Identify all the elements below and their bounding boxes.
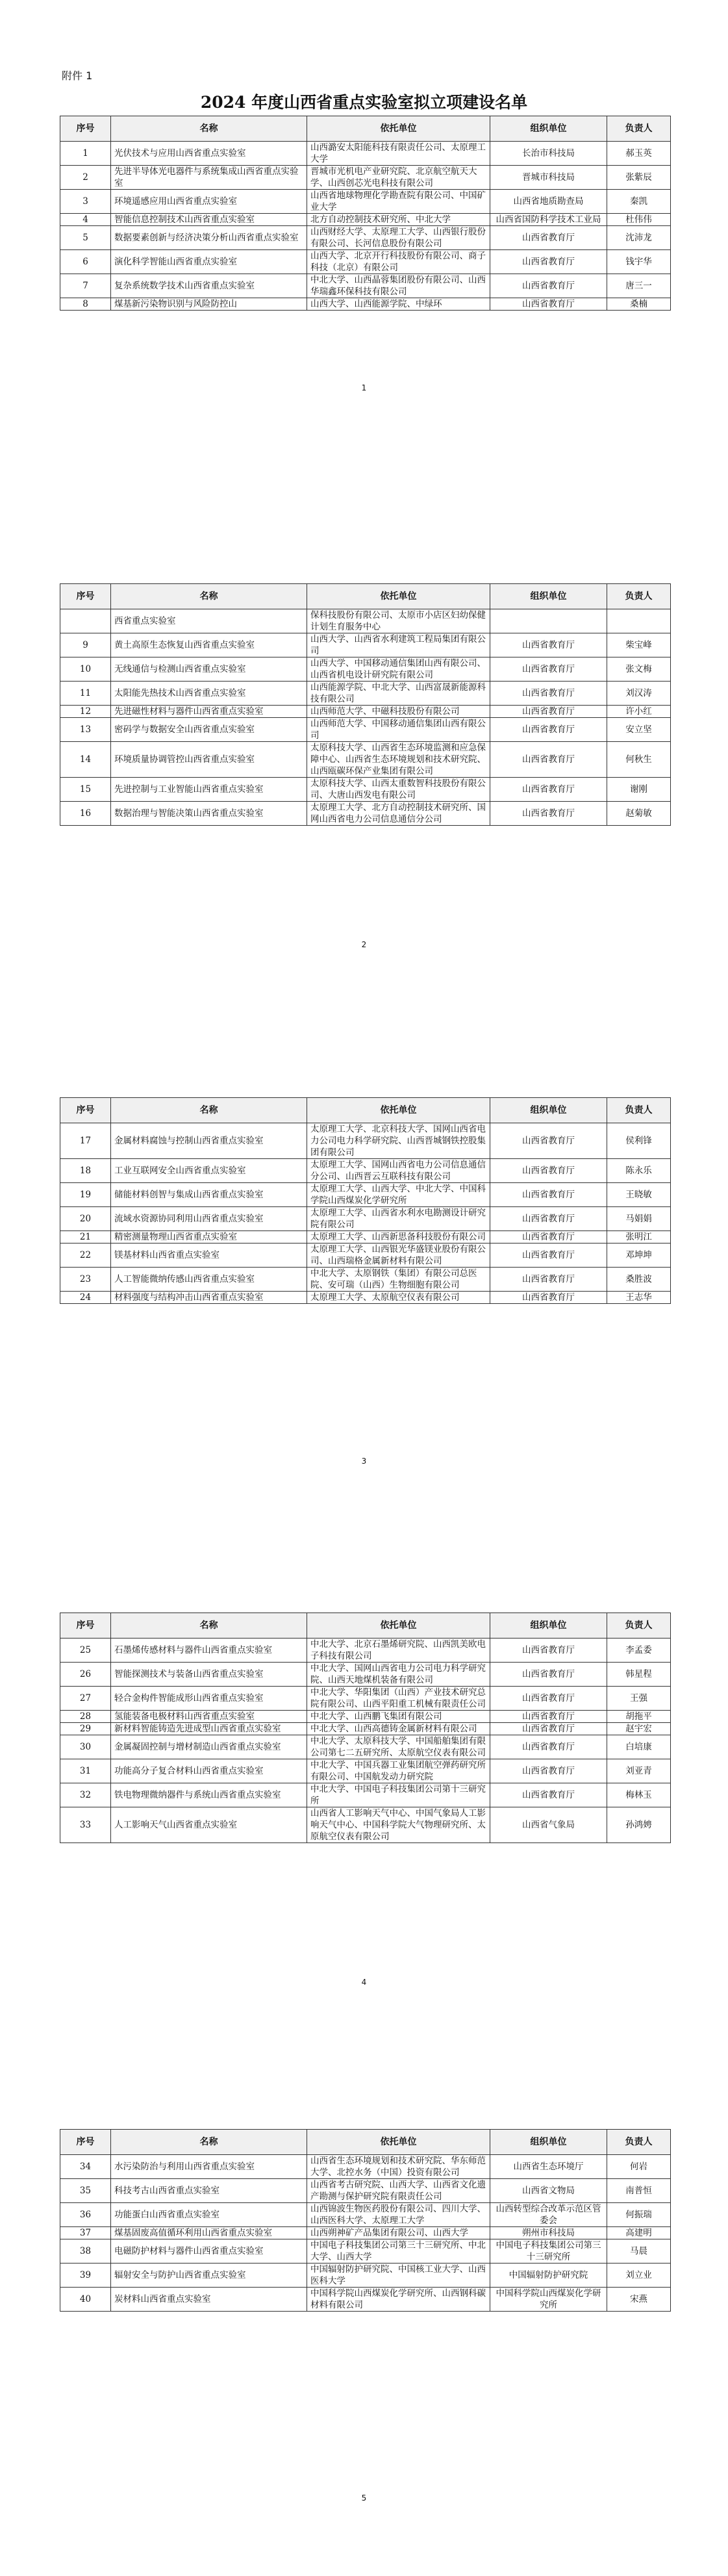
- cell-no: 2: [60, 166, 111, 190]
- cell-org: 山西省教育厅: [490, 250, 607, 274]
- cell-units: 山西大学、中国移动通信集团山西有限公司、山西省机电设计研究院有限公司: [307, 657, 490, 682]
- table-row: [60, 2155, 671, 2179]
- page-number: 4: [361, 1978, 367, 1987]
- project-table: [60, 1097, 671, 1304]
- annex-label: 附件 1: [62, 70, 93, 82]
- cell-person: 白培康: [607, 1735, 671, 1759]
- table-row: [60, 1159, 671, 1183]
- cell-name: 人工影响天气山西省重点实验室: [111, 1807, 307, 1843]
- cell-no: 20: [60, 1207, 111, 1231]
- cell-no: 15: [60, 778, 111, 802]
- cell-no: 14: [60, 742, 111, 778]
- cell-name: 无线通信与检测山西省重点实验室: [111, 657, 307, 682]
- cell-person: 梅林玉: [607, 1783, 671, 1807]
- cell-name: 石墨烯传感材料与器件山西省重点实验室: [111, 1639, 307, 1663]
- cell-units: 山西师范大学、中国移动通信集团山西有限公司: [307, 718, 490, 742]
- cell-name: 氢能装备电极材料山西省重点实验室: [111, 1711, 307, 1723]
- header-row: [60, 1098, 671, 1123]
- cell-units: 晋城市光机电产业研究院、北京航空航天大学、山西创芯光电科技有限公司: [307, 166, 490, 190]
- cell-no: 36: [60, 2203, 111, 2227]
- cell-units: 保科技股份有限公司、太原市小店区妇幼保健计划生育服务中心: [307, 609, 490, 633]
- cell-name: 光伏技术与应用山西省重点实验室: [111, 142, 307, 166]
- project-table: [60, 2129, 671, 2312]
- cell-no: 19: [60, 1183, 111, 1207]
- page-4: [0, 1546, 728, 2061]
- cell-no: 40: [60, 2288, 111, 2312]
- project-table: [60, 116, 671, 311]
- cell-org: 中国辐射防护研究院: [490, 2264, 607, 2288]
- cell-org: 山西省生态环境厅: [490, 2155, 607, 2179]
- cell-name: 先进控制与工业智能山西省重点实验室: [111, 778, 307, 802]
- cell-no: 7: [60, 274, 111, 298]
- table-row: [60, 298, 671, 311]
- cell-no: 22: [60, 1243, 111, 1268]
- cell-units: 山西大学、山西省水利建筑工程局集团有限公司: [307, 633, 490, 657]
- cell-person: 刘亚青: [607, 1759, 671, 1783]
- cell-units: 中国电子科技集团公司第三十三研究所、中北大学、山西大学: [307, 2239, 490, 2264]
- cell-org: 中国电子科技集团公司第三十三研究所: [490, 2239, 607, 2264]
- cell-units: 山西省地球物理化学勘查院有限公司、中国矿业大学: [307, 190, 490, 214]
- header-name: 名称: [111, 1098, 307, 1123]
- header-org: 组织单位: [490, 584, 607, 609]
- cell-org: 山西省教育厅: [490, 1159, 607, 1183]
- cell-person: 唐三一: [607, 274, 671, 298]
- cell-person: 张紫辰: [607, 166, 671, 190]
- table-row: [60, 742, 671, 778]
- cell-units: 山西潞安太阳能科技有限责任公司、太原理工大学: [307, 142, 490, 166]
- header-org: 组织单位: [490, 116, 607, 142]
- table-row: [60, 2227, 671, 2239]
- header-units: 依托单位: [307, 2130, 490, 2155]
- cell-name: 环境遥感应用山西省重点实验室: [111, 190, 307, 214]
- cell-person: 桑胜波: [607, 1268, 671, 1292]
- cell-units: 中北大学、中国兵器工业集团航空弹药研究所有限公司、中国航发动力研究院: [307, 1759, 490, 1783]
- cell-person: 张明江: [607, 1231, 671, 1243]
- cell-name: 科技考古山西省重点实验室: [111, 2179, 307, 2203]
- table-row: [60, 190, 671, 214]
- cell-org: 山西转型综合改革示范区管委会: [490, 2203, 607, 2227]
- document-title: 2024 年度山西省重点实验室拟立项建设名单: [200, 93, 528, 112]
- table-row: [60, 1807, 671, 1843]
- table-row: [60, 1723, 671, 1735]
- cell-no: 9: [60, 633, 111, 657]
- cell-name: 西省重点实验室: [111, 609, 307, 633]
- table-row: [60, 1292, 671, 1304]
- cell-org: 山西省教育厅: [490, 633, 607, 657]
- table-row: [60, 1711, 671, 1723]
- cell-name: 数据要素创新与经济决策分析山西省重点实验室: [111, 226, 307, 250]
- cell-name: 煤基新污染物识别与风险防控山: [111, 298, 307, 311]
- table-row: [60, 1231, 671, 1243]
- cell-org: 山西省教育厅: [490, 706, 607, 718]
- cell-name: 黄土高原生态恢复山西省重点实验室: [111, 633, 307, 657]
- cell-person: 胡拖平: [607, 1711, 671, 1723]
- cell-org: 山西省教育厅: [490, 1292, 607, 1304]
- cell-name: 智能探测技术与装备山西省重点实验室: [111, 1663, 307, 1687]
- cell-person: 秦凯: [607, 190, 671, 214]
- cell-units: 太原理工大学、山西省水利水电勘测设计研究院有限公司: [307, 1207, 490, 1231]
- cell-org: 山西省教育厅: [490, 742, 607, 778]
- page-1: [0, 0, 728, 515]
- table-row: [60, 1759, 671, 1783]
- cell-name: 复杂系统数学技术山西省重点实验室: [111, 274, 307, 298]
- cell-no: 23: [60, 1268, 111, 1292]
- cell-units: 山西省考古研究院、山西大学、山西省文化遗产勘测与保护研究院有限责任公司: [307, 2179, 490, 2203]
- header-row: [60, 116, 671, 142]
- cell-no: 18: [60, 1159, 111, 1183]
- cell-name: 工业互联网安全山西省重点实验室: [111, 1159, 307, 1183]
- cell-person: 陈永乐: [607, 1159, 671, 1183]
- page-number: 1: [361, 383, 367, 392]
- cell-org: 朔州市科技局: [490, 2227, 607, 2239]
- cell-person: 杜伟伟: [607, 214, 671, 226]
- table-row: [60, 1183, 671, 1207]
- table-row: [60, 2203, 671, 2227]
- cell-name: 轻合金构件智能成形山西省重点实验室: [111, 1687, 307, 1711]
- table-row: [60, 802, 671, 826]
- cell-name: 储能材料创智与集成山西省重点实验室: [111, 1183, 307, 1207]
- table-row: [60, 778, 671, 802]
- cell-no: 3: [60, 190, 111, 214]
- cell-person: 赵宇宏: [607, 1723, 671, 1735]
- cell-no: 37: [60, 2227, 111, 2239]
- cell-person: 安立坚: [607, 718, 671, 742]
- cell-org: 山西省国防科学技术工业局: [490, 214, 607, 226]
- cell-no: 12: [60, 706, 111, 718]
- table-row: [60, 657, 671, 682]
- cell-units: 山西省生态环境规划和技术研究院、华东师范大学、北控水务（中国）投资有限公司: [307, 2155, 490, 2179]
- cell-units: 中北大学、太原科技大学、中国船舶集团有限公司第七二五研究所、太原航空仪表有限公司: [307, 1735, 490, 1759]
- cell-person: 何秋生: [607, 742, 671, 778]
- header-no: 序号: [60, 1098, 111, 1123]
- header-units: 依托单位: [307, 1613, 490, 1639]
- cell-name: 太阳能先热技术山西省重点实验室: [111, 682, 307, 706]
- cell-person: 张文梅: [607, 657, 671, 682]
- cell-org: 山西省气象局: [490, 1807, 607, 1843]
- project-table: [60, 583, 671, 826]
- table-row: [60, 1123, 671, 1159]
- cell-name: 功能蛋白山西省重点实验室: [111, 2203, 307, 2227]
- cell-name: 镁基材料山西省重点实验室: [111, 1243, 307, 1268]
- cell-no: 32: [60, 1783, 111, 1807]
- table-row: [60, 214, 671, 226]
- cell-name: 先进磁性材料与器件山西省重点实验室: [111, 706, 307, 718]
- cell-org: 山西省教育厅: [490, 1183, 607, 1207]
- project-table: [60, 1613, 671, 1843]
- cell-org: 山西省教育厅: [490, 718, 607, 742]
- cell-name: 环境质量协调管控山西省重点实验室: [111, 742, 307, 778]
- cell-name: 人工智能微纳传感山西省重点实验室: [111, 1268, 307, 1292]
- cell-person: 马娟娟: [607, 1207, 671, 1231]
- cell-units: 中北大学、华阳集团（山西）产业技术研究总院有限公司、山西平阳重工机械有限责任公司: [307, 1687, 490, 1711]
- cell-no: 25: [60, 1639, 111, 1663]
- cell-person: 沈沛龙: [607, 226, 671, 250]
- cell-units: 山西大学、北京开行科技股份有限公司、商子科技（北京）有限公司: [307, 250, 490, 274]
- cell-no: 4: [60, 214, 111, 226]
- cell-no: 31: [60, 1759, 111, 1783]
- cell-person: 刘立业: [607, 2264, 671, 2288]
- table-row: [60, 226, 671, 250]
- header-person: 负责人: [607, 2130, 671, 2155]
- table-row: [60, 2288, 671, 2312]
- cell-org: 山西省教育厅: [490, 1231, 607, 1243]
- cell-person: 邓坤坤: [607, 1243, 671, 1268]
- cell-units: 山西锦波生物医药股份有限公司、四川大学、山西医科大学、太原理工大学: [307, 2203, 490, 2227]
- cell-units: 山西能源学院、中北大学、山西富晟新能源科技有限公司: [307, 682, 490, 706]
- cell-no: 6: [60, 250, 111, 274]
- table-row: [60, 1207, 671, 1231]
- cell-org: 山西省教育厅: [490, 1783, 607, 1807]
- table-row: [60, 274, 671, 298]
- cell-units: 山西大学、山西能源学院、中绿环: [307, 298, 490, 311]
- cell-person: 何振瑞: [607, 2203, 671, 2227]
- cell-no: 10: [60, 657, 111, 682]
- cell-person: 宋燕: [607, 2288, 671, 2312]
- header-row: [60, 1613, 671, 1639]
- cell-person: 柴宝峰: [607, 633, 671, 657]
- cell-name: 功能高分子复合材料山西省重点实验室: [111, 1759, 307, 1783]
- cell-no: 39: [60, 2264, 111, 2288]
- header-no: 序号: [60, 116, 111, 142]
- cell-org: 中国科学院山西煤炭化学研究所: [490, 2288, 607, 2312]
- cell-person: 孙鸿娉: [607, 1807, 671, 1843]
- cell-org: 山西省教育厅: [490, 802, 607, 826]
- table-row: [60, 1663, 671, 1687]
- cell-no: 16: [60, 802, 111, 826]
- cell-no: 13: [60, 718, 111, 742]
- cell-no: 38: [60, 2239, 111, 2264]
- cell-org: 山西省教育厅: [490, 1663, 607, 1687]
- cell-person: 韩星程: [607, 1663, 671, 1687]
- cell-org: 山西省教育厅: [490, 1207, 607, 1231]
- cell-org: 山西省教育厅: [490, 226, 607, 250]
- cell-units: 山西财经大学、太原理工大学、山西银行股份有限公司、长河信息股份有限公司: [307, 226, 490, 250]
- table-row: [60, 2179, 671, 2203]
- page-number: 5: [361, 2493, 367, 2503]
- cell-name: 煤基固废高值循环利用山西省重点实验室: [111, 2227, 307, 2239]
- page-number: 3: [361, 1457, 367, 1466]
- cell-units: 北方自动控制技术研究所、中北大学: [307, 214, 490, 226]
- cell-name: 密码学与数据安全山西省重点实验室: [111, 718, 307, 742]
- table-row: [60, 1243, 671, 1268]
- cell-units: 中北大学、太原钢铁（集团）有限公司总医院、安可瑞（山西）生物细胞有限公司: [307, 1268, 490, 1292]
- cell-units: 中国辐射防护研究院、中国核工业大学、山西医科大学: [307, 2264, 490, 2288]
- cell-person: 钱宇华: [607, 250, 671, 274]
- cell-name: 金属材料腐蚀与控制山西省重点实验室: [111, 1123, 307, 1159]
- cell-person: 李孟委: [607, 1639, 671, 1663]
- page-2: [0, 515, 728, 1030]
- page-3: [0, 1030, 728, 1546]
- header-units: 依托单位: [307, 1098, 490, 1123]
- table-row: [60, 1268, 671, 1292]
- header-name: 名称: [111, 584, 307, 609]
- cell-org: 山西省教育厅: [490, 1759, 607, 1783]
- cell-name: 数据治理与智能决策山西省重点实验室: [111, 802, 307, 826]
- cell-units: 太原科技大学、山西省生态环境监测和应急保障中心、山西省生态环境规划和技术研究院、山西瓯碳环保产业集团有限公司: [307, 742, 490, 778]
- cell-no: 24: [60, 1292, 111, 1304]
- cell-org: 晋城市科技局: [490, 166, 607, 190]
- cell-units: 太原理工大学、北京科技大学、国网山西省电力公司电力科学研究院、山西晋城钢铁控股集团有限公司: [307, 1123, 490, 1159]
- header-org: 组织单位: [490, 1613, 607, 1639]
- cell-org: 山西省文物局: [490, 2179, 607, 2203]
- page-5: [0, 2061, 728, 2576]
- cell-no: 26: [60, 1663, 111, 1687]
- cell-person: 高建明: [607, 2227, 671, 2239]
- header-row: [60, 584, 671, 609]
- header-no: 序号: [60, 584, 111, 609]
- table-row: [60, 2264, 671, 2288]
- cell-org: 山西省教育厅: [490, 1123, 607, 1159]
- header-name: 名称: [111, 2130, 307, 2155]
- table-row: [60, 718, 671, 742]
- cell-units: 太原理工大学、山西新思备科技股份有限公司: [307, 1231, 490, 1243]
- cell-org: [490, 609, 607, 633]
- cell-units: 中北大学、山西鹏飞集团有限公司: [307, 1711, 490, 1723]
- cell-no: 1: [60, 142, 111, 166]
- table-row: [60, 1687, 671, 1711]
- cell-name: 流域水资源协同利用山西省重点实验室: [111, 1207, 307, 1231]
- cell-units: 中北大学、山西晶蓉集团股份有限公司、山西华瑞鑫环保科技有限公司: [307, 274, 490, 298]
- cell-name: 新材料智能铸造先进成型山西省重点实验室: [111, 1723, 307, 1735]
- cell-units: 太原科技大学、山西太重数智科技股份有限公司、大唐山西发电有限公司: [307, 778, 490, 802]
- cell-units: 中北大学、北京石墨烯研究院、山西凯美欧电子科技有限公司: [307, 1639, 490, 1663]
- table-row: [60, 250, 671, 274]
- table-row: [60, 682, 671, 706]
- cell-org: 山西省地质勘查局: [490, 190, 607, 214]
- cell-name: 电磁防护材料与器件山西省重点实验室: [111, 2239, 307, 2264]
- cell-no: 11: [60, 682, 111, 706]
- cell-person: 侯利锋: [607, 1123, 671, 1159]
- cell-units: 太原理工大学、太原航空仪表有限公司: [307, 1292, 490, 1304]
- header-row: [60, 2130, 671, 2155]
- cell-name: 先进半导体光电器件与系统集成山西省重点实验室: [111, 166, 307, 190]
- cell-units: 山西朔神矿产品集团有限公司、山西大学: [307, 2227, 490, 2239]
- header-person: 负责人: [607, 584, 671, 609]
- header-units: 依托单位: [307, 584, 490, 609]
- cell-no: 34: [60, 2155, 111, 2179]
- cell-person: 刘汉涛: [607, 682, 671, 706]
- cell-units: 中国科学院山西煤炭化学研究所、山西钢科碳材料有限公司: [307, 2288, 490, 2312]
- cell-org: 山西省教育厅: [490, 657, 607, 682]
- cell-org: 山西省教育厅: [490, 1243, 607, 1268]
- cell-org: 山西省教育厅: [490, 682, 607, 706]
- cell-org: 山西省教育厅: [490, 778, 607, 802]
- cell-no: 35: [60, 2179, 111, 2203]
- cell-person: 何岩: [607, 2155, 671, 2179]
- header-person: 负责人: [607, 1098, 671, 1123]
- cell-person: 马晨: [607, 2239, 671, 2264]
- cell-person: 郝玉英: [607, 142, 671, 166]
- cell-person: 谢刚: [607, 778, 671, 802]
- table-row: [60, 633, 671, 657]
- cell-person: 许小红: [607, 706, 671, 718]
- header-no: 序号: [60, 1613, 111, 1639]
- table-row: [60, 1639, 671, 1663]
- cell-name: 水污染防治与利用山西省重点实验室: [111, 2155, 307, 2179]
- header-org: 组织单位: [490, 2130, 607, 2155]
- table-row: [60, 1735, 671, 1759]
- cell-units: 山西师范大学、中磁科技股份有限公司: [307, 706, 490, 718]
- cell-name: 精密测量物理山西省重点实验室: [111, 1231, 307, 1243]
- cell-org: 山西省教育厅: [490, 298, 607, 311]
- cell-units: 中北大学、山西高德铸金属新材料有限公司: [307, 1723, 490, 1735]
- cell-person: 王强: [607, 1687, 671, 1711]
- table-row: [60, 166, 671, 190]
- cell-name: 辐射安全与防护山西省重点实验室: [111, 2264, 307, 2288]
- cell-units: 中北大学、国网山西省电力公司电力科学研究院、山西天地煤机装备有限公司: [307, 1663, 490, 1687]
- table-row: [60, 2239, 671, 2264]
- cell-name: 铁电物理微纳器件与系统山西省重点实验室: [111, 1783, 307, 1807]
- cell-person: 王晓敏: [607, 1183, 671, 1207]
- cell-name: 材料强度与结构冲击山西省重点实验室: [111, 1292, 307, 1304]
- header-person: 负责人: [607, 1613, 671, 1639]
- cell-person: 赵菊敏: [607, 802, 671, 826]
- cell-person: [607, 609, 671, 633]
- cell-units: 太原理工大学、北方自动控制技术研究所、国网山西省电力公司信息通信分公司: [307, 802, 490, 826]
- cell-no: 29: [60, 1723, 111, 1735]
- page-number: 2: [361, 940, 367, 949]
- cell-units: 山西省人工影响天气中心、中国气象局人工影响天气中心、中国科学院大气物理研究所、太原航空仪表有限公司: [307, 1807, 490, 1843]
- cell-no: 33: [60, 1807, 111, 1843]
- cell-org: 山西省教育厅: [490, 1723, 607, 1735]
- table-row: [60, 142, 671, 166]
- cell-name: 金属凝固控制与增材制造山西省重点实验室: [111, 1735, 307, 1759]
- cell-units: 太原理工大学、国网山西省电力公司信息通信分公司、山西晋云互联科技有限公司: [307, 1159, 490, 1183]
- header-units: 依托单位: [307, 116, 490, 142]
- header-no: 序号: [60, 2130, 111, 2155]
- cell-name: 智能信息控制技术山西省重点实验室: [111, 214, 307, 226]
- cell-org: 山西省教育厅: [490, 1711, 607, 1723]
- cell-no: 5: [60, 226, 111, 250]
- cell-no: 17: [60, 1123, 111, 1159]
- cell-no: 8: [60, 298, 111, 311]
- header-name: 名称: [111, 116, 307, 142]
- cell-org: 山西省教育厅: [490, 274, 607, 298]
- cell-units: 中北大学、中国电子科技集团公司第十三研究所: [307, 1783, 490, 1807]
- cell-person: 桑楠: [607, 298, 671, 311]
- cell-org: 山西省教育厅: [490, 1735, 607, 1759]
- cell-units: 太原理工大学、山西银光华盛镁业股份有限公司、山西瑞格金属新材料有限公司: [307, 1243, 490, 1268]
- cell-no: 30: [60, 1735, 111, 1759]
- cell-person: 南普恒: [607, 2179, 671, 2203]
- cell-name: 炭材料山西省重点实验室: [111, 2288, 307, 2312]
- table-row: [60, 609, 671, 633]
- cell-person: 王志华: [607, 1292, 671, 1304]
- cell-no: 27: [60, 1687, 111, 1711]
- cell-no: 21: [60, 1231, 111, 1243]
- cell-no: 28: [60, 1711, 111, 1723]
- cell-name: 演化科学智能山西省重点实验室: [111, 250, 307, 274]
- header-person: 负责人: [607, 116, 671, 142]
- table-row: [60, 1783, 671, 1807]
- table-row: [60, 706, 671, 718]
- cell-org: 长治市科技局: [490, 142, 607, 166]
- cell-org: 山西省教育厅: [490, 1687, 607, 1711]
- cell-org: 山西省教育厅: [490, 1639, 607, 1663]
- cell-no: [60, 609, 111, 633]
- cell-org: 山西省教育厅: [490, 1268, 607, 1292]
- header-name: 名称: [111, 1613, 307, 1639]
- header-org: 组织单位: [490, 1098, 607, 1123]
- cell-units: 太原理工大学、山西大学、中北大学、中国科学院山西煤炭化学研究所: [307, 1183, 490, 1207]
